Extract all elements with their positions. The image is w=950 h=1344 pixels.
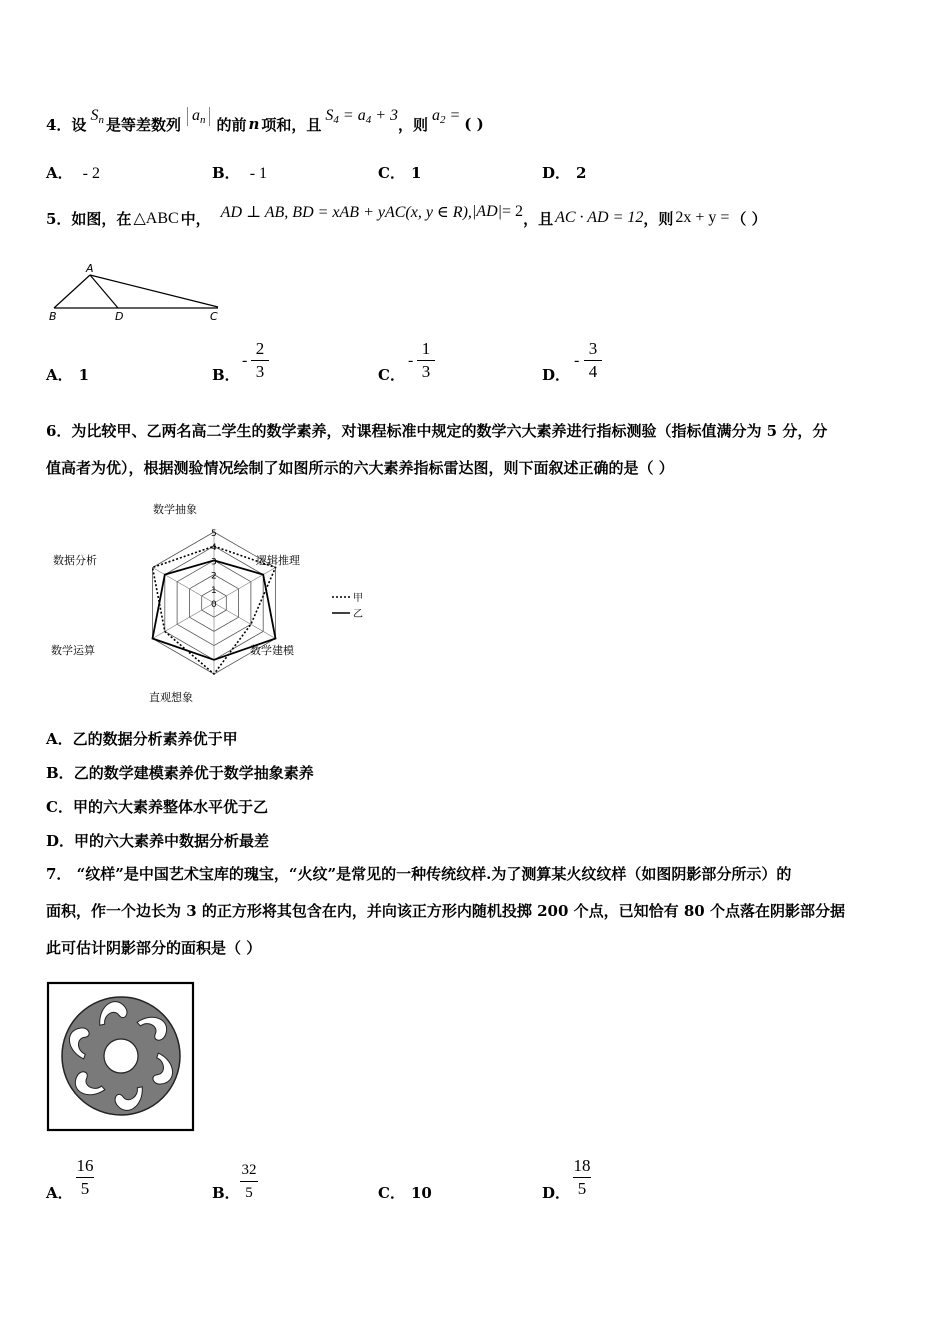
q5-option-d[interactable]: D．	[542, 366, 571, 384]
q7-line-3: 此可估计阴影部分的面积是（ ）	[46, 939, 262, 957]
radar-axis-1: 逻辑推理	[256, 554, 300, 567]
q5-text-a: 中，	[180, 209, 211, 228]
q5-option-b-sign: -	[242, 352, 248, 369]
q7-option-a-fraction: 16 5	[76, 1156, 94, 1198]
q4-condition: $S_4 = a_4 + 3$	[325, 106, 398, 126]
q6-line-1: 6．为比较甲、乙两名高二学生的数学素养，对课程标准中规定的数学六大素养进行指标测验（指标值满分为 5 分，分	[46, 422, 828, 440]
q7-option-b[interactable]: B．	[212, 1184, 240, 1202]
q5-triangle: △ABC	[133, 210, 179, 227]
q4-option-c[interactable]: C． 1	[378, 164, 422, 182]
radar-spoke-4	[153, 603, 214, 639]
q5-eq-2: = 2	[502, 203, 524, 220]
q7-option-d[interactable]: D．	[542, 1184, 571, 1202]
q6-option-a[interactable]: A．乙的数据分析素养优于甲	[46, 730, 238, 748]
q5-text-b: ，且	[523, 209, 554, 228]
q4-text-d: ，则	[397, 115, 428, 134]
q5-label-d: D	[115, 310, 124, 323]
radar-axis-2: 数学建模	[250, 644, 294, 657]
radar-tick-2: 2	[211, 571, 217, 582]
radar-axis-3: 直观想象	[149, 691, 193, 704]
q5-option-a[interactable]: A． 1	[46, 366, 90, 384]
q4-sequence: $a_n$	[187, 107, 211, 126]
radar-axis-5: 数据分析	[53, 554, 97, 567]
q5-paren: （ ）	[731, 209, 767, 228]
q6-option-b[interactable]: B．乙的数学建模素养优于数学抽象素养	[46, 764, 314, 782]
q7-option-d-fraction: 18 5	[573, 1156, 591, 1198]
radar-tick-4: 4	[211, 543, 217, 554]
q5-label-c: C	[210, 310, 218, 323]
question-7	[46, 856, 916, 967]
radar-spoke-1	[214, 568, 275, 604]
q5-option-b[interactable]: B．	[212, 366, 240, 384]
legend-yi-label: 乙	[353, 609, 363, 620]
question-4	[46, 106, 484, 142]
radar-axis-4: 数学运算	[51, 644, 95, 657]
q5-option-c[interactable]: C．	[378, 366, 405, 384]
radar-tick-1: 1	[211, 585, 217, 596]
q5-condition-1: AD ⊥ AB, BD = xAB + yAC(x, y ∈ R),	[220, 204, 472, 221]
q6-line-2: 值高者为优），根据测验情况绘制了如图所示的六大素养指标雷达图，则下面叙述正确的是（ ）	[46, 459, 674, 477]
q4-n: n	[248, 115, 260, 133]
q5-option-d-fraction: 3 4	[584, 339, 602, 382]
radar-spoke-5	[153, 568, 214, 604]
q5-option-b-fraction: 2 3	[251, 339, 269, 382]
q5-label-a: A	[86, 262, 94, 275]
q5-expression: 2x + y =	[675, 209, 730, 226]
q4-text-c: 项和，且	[261, 115, 322, 134]
q5-condition-2: AC · AD = 12	[555, 209, 644, 226]
q7-line-2: 面积，作一个边长为 3 的正方形将其包含在内，并向该正方形内随机投掷 200 个点，已知恰有 80 个点落在阴影部分据	[46, 902, 845, 920]
legend-jia-label: 甲	[353, 593, 363, 604]
q5-triangle-figure	[46, 258, 231, 326]
q4-sn: $S_n$	[90, 106, 104, 126]
q4-option-a[interactable]: A． - 2	[46, 164, 100, 182]
q7-option-a[interactable]: A．	[46, 1184, 73, 1202]
q5-label-b: B	[49, 310, 57, 323]
q4-text-b: 的前	[216, 115, 247, 134]
q7-line-1: 7． “纹样”是中国艺术宝库的瑰宝，“火纹”是常见的一种传统纹样.为了测算某火纹纹样（如图阴影部分所示）的	[46, 865, 792, 883]
q4-number: 4．设	[46, 115, 87, 134]
q6-option-d[interactable]: D．甲的六大素养中数据分析最差	[46, 832, 270, 850]
q5-option-c-fraction: 1 3	[417, 339, 435, 382]
radar-axis-0: 数学抽象	[153, 503, 197, 516]
q4-option-b[interactable]: B． - 1	[212, 164, 268, 182]
q4-paren: ( )	[464, 115, 484, 133]
q7-option-b-fraction: 32 5	[241, 1162, 257, 1201]
q4-option-d[interactable]: D． 2	[542, 164, 587, 182]
q5-abs-ad: |AD|	[471, 203, 503, 220]
q7-fire-pattern-figure	[46, 981, 196, 1133]
q6-option-c[interactable]: C．甲的六大素养整体水平优于乙	[46, 798, 268, 816]
q5-text-c: ，则	[643, 209, 674, 228]
radar-tick-3: 3	[211, 557, 217, 568]
question-5	[46, 200, 767, 236]
q6-radar-chart	[46, 497, 376, 709]
q7-option-c[interactable]: C． 10	[378, 1184, 432, 1202]
q5-option-c-sign: -	[408, 352, 414, 369]
radar-tick-5: 5	[211, 529, 217, 539]
q4-a2: $a_2$ =	[432, 106, 461, 126]
question-6	[46, 413, 916, 487]
radar-tick-0: 0	[211, 600, 217, 610]
q5-number: 5．如图，在	[46, 209, 132, 228]
q4-text-a: 是等差数列	[105, 115, 181, 134]
q5-option-d-sign: -	[574, 352, 580, 369]
